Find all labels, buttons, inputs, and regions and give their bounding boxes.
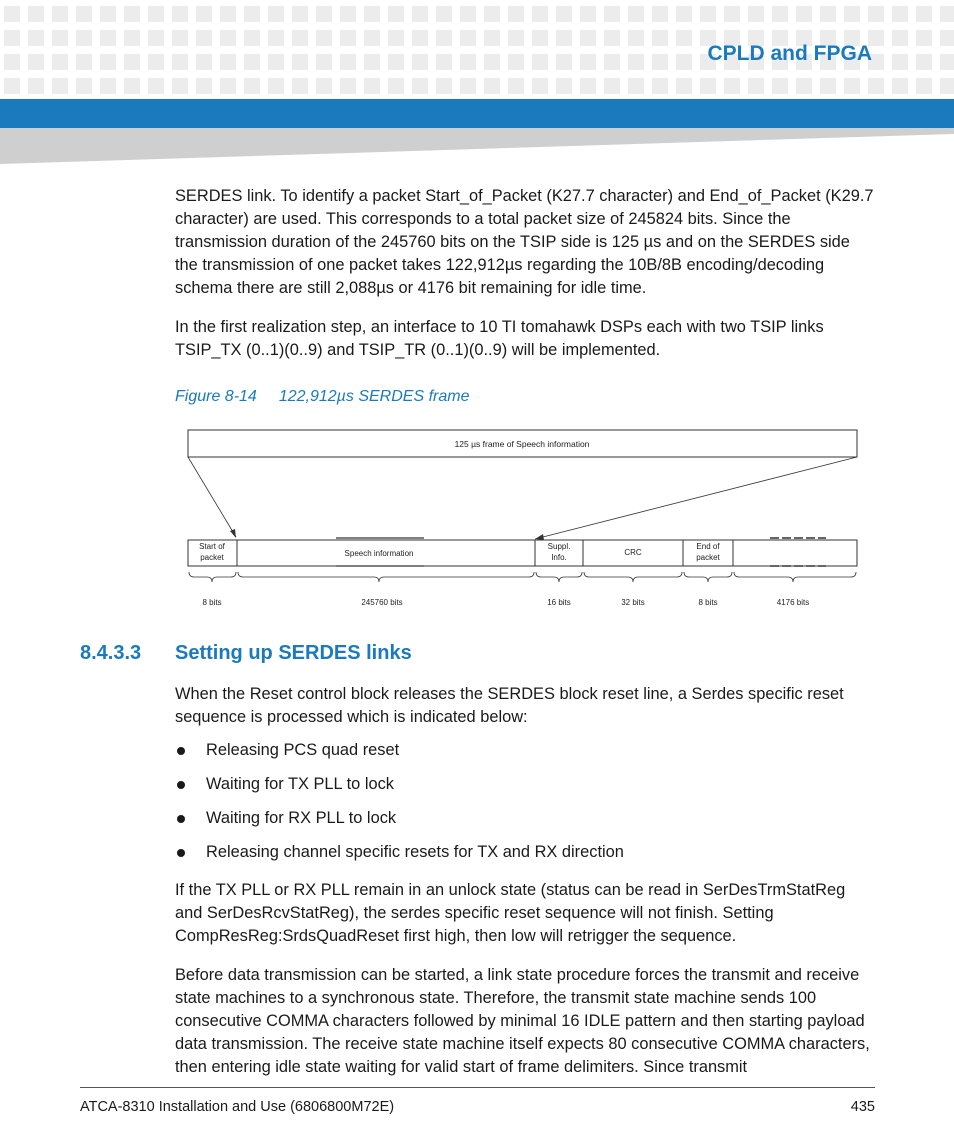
grid-square bbox=[676, 6, 692, 22]
grid-square bbox=[868, 78, 884, 94]
grid-square bbox=[940, 54, 954, 70]
grid-square bbox=[460, 78, 476, 94]
grid-square bbox=[892, 30, 908, 46]
figure-number: Figure 8-14 bbox=[175, 388, 257, 405]
grid-square bbox=[172, 78, 188, 94]
grid-square bbox=[148, 78, 164, 94]
grid-square bbox=[388, 6, 404, 22]
bits-suppl: 16 bits bbox=[547, 598, 571, 607]
grid-square bbox=[388, 30, 404, 46]
grid-square bbox=[28, 6, 44, 22]
grid-square bbox=[460, 6, 476, 22]
grid-square bbox=[628, 30, 644, 46]
field-crc: CRC bbox=[624, 548, 642, 557]
grid-square bbox=[244, 30, 260, 46]
grid-square bbox=[892, 54, 908, 70]
grid-square bbox=[412, 30, 428, 46]
reset-sequence-list bbox=[175, 739, 624, 875]
grid-square bbox=[244, 54, 260, 70]
footer-rule bbox=[80, 1087, 875, 1088]
grid-square bbox=[604, 30, 620, 46]
grid-square bbox=[388, 54, 404, 70]
grid-square bbox=[196, 6, 212, 22]
bits-end: 8 bits bbox=[698, 598, 718, 607]
grid-square bbox=[484, 30, 500, 46]
grid-square bbox=[4, 6, 20, 22]
grid-square bbox=[436, 30, 452, 46]
grid-square bbox=[604, 6, 620, 22]
grid-square bbox=[124, 6, 140, 22]
grid-square bbox=[124, 78, 140, 94]
grid-square bbox=[892, 78, 908, 94]
grid-square bbox=[388, 78, 404, 94]
section-heading bbox=[80, 642, 412, 665]
grid-square bbox=[628, 78, 644, 94]
grid-square bbox=[196, 30, 212, 46]
grid-square bbox=[772, 6, 788, 22]
grid-square bbox=[292, 30, 308, 46]
grid-square bbox=[4, 54, 20, 70]
grid-square bbox=[148, 6, 164, 22]
grid-square bbox=[100, 78, 116, 94]
grid-square bbox=[412, 54, 428, 70]
grid-square bbox=[100, 6, 116, 22]
grid-square bbox=[556, 6, 572, 22]
grid-square bbox=[340, 78, 356, 94]
grid-square bbox=[508, 78, 524, 94]
grid-square bbox=[124, 30, 140, 46]
grid-square bbox=[52, 30, 68, 46]
grid-square bbox=[580, 54, 596, 70]
list-item: Releasing PCS quad reset bbox=[175, 739, 624, 773]
grid-square bbox=[724, 78, 740, 94]
paragraph-realization-step: In the first realization step, an interface to 10 TI tomahawk DSPs each with two TSIP links TSIP_TX (0..1)(0..9) and TSIP_TR (0..1)(0..9) will be implemented. bbox=[175, 318, 824, 359]
grid-square bbox=[172, 30, 188, 46]
arrow-head-left bbox=[230, 529, 236, 538]
running-header-title: CPLD and FPGA bbox=[707, 42, 872, 65]
grid-square bbox=[316, 6, 332, 22]
grid-square bbox=[316, 30, 332, 46]
grid-square bbox=[508, 54, 524, 70]
grid-square bbox=[532, 6, 548, 22]
grid-square bbox=[532, 78, 548, 94]
bullet-icon bbox=[177, 747, 185, 755]
figure-caption bbox=[175, 388, 469, 406]
arrow-head-right bbox=[535, 534, 544, 540]
serdes-frame-diagram bbox=[180, 425, 870, 615]
grid-square bbox=[28, 54, 44, 70]
brace-end bbox=[684, 572, 732, 582]
grid-square bbox=[364, 54, 380, 70]
grid-square bbox=[700, 78, 716, 94]
field-end-of-packet-line2: packet bbox=[696, 553, 720, 562]
grid-square bbox=[796, 6, 812, 22]
grid-square bbox=[916, 6, 932, 22]
grid-square bbox=[316, 54, 332, 70]
field-start-of-packet-line1: Start of bbox=[199, 542, 225, 551]
grid-square bbox=[220, 30, 236, 46]
grid-square bbox=[820, 6, 836, 22]
grid-square bbox=[28, 78, 44, 94]
grid-square bbox=[340, 6, 356, 22]
grid-square bbox=[460, 30, 476, 46]
grid-square bbox=[76, 54, 92, 70]
grid-square bbox=[436, 6, 452, 22]
grid-square bbox=[4, 78, 20, 94]
field-speech-information: Speech information bbox=[344, 549, 414, 558]
grid-square bbox=[220, 54, 236, 70]
bits-idle: 4176 bits bbox=[776, 598, 810, 607]
brace-start bbox=[189, 572, 236, 582]
grid-square bbox=[628, 6, 644, 22]
grid-square bbox=[700, 6, 716, 22]
section-number: 8.4.3.3 bbox=[80, 642, 142, 664]
brace-idle bbox=[734, 572, 856, 582]
grid-square bbox=[220, 6, 236, 22]
paragraph-link-state: Before data transmission can be started, a link state procedure forces the transmit and receive state machines to a synchronous state. Therefore, the transmit state machine sends 100 consecutive COMMA characters followed by minimal 16 IDLE pattern and then starting payload data transmission. The receive state machine itself expects 80 consecutive COMMA characters, then entering idle state waiting for valid start of frame delimiters. Since transmit bbox=[175, 966, 870, 1076]
grid-square bbox=[316, 78, 332, 94]
grid-square bbox=[52, 78, 68, 94]
grid-square bbox=[364, 78, 380, 94]
grid-square bbox=[364, 30, 380, 46]
grid-square bbox=[940, 78, 954, 94]
grid-square bbox=[580, 6, 596, 22]
grid-square bbox=[556, 78, 572, 94]
grid-square bbox=[268, 78, 284, 94]
field-suppl-info-line2: Info. bbox=[551, 553, 567, 562]
grid-square bbox=[532, 54, 548, 70]
list-item: Releasing channel specific resets for TX and RX direction bbox=[175, 841, 624, 875]
grid-square bbox=[364, 6, 380, 22]
grid-square bbox=[892, 6, 908, 22]
bullet-icon bbox=[177, 849, 185, 857]
grid-square bbox=[796, 78, 812, 94]
grid-square bbox=[52, 6, 68, 22]
grid-square bbox=[124, 54, 140, 70]
grid-square bbox=[436, 54, 452, 70]
bullet-icon bbox=[177, 815, 185, 823]
grid-square bbox=[652, 78, 668, 94]
bits-speech: 245760 bits bbox=[361, 598, 403, 607]
grid-square bbox=[196, 54, 212, 70]
grid-square bbox=[268, 54, 284, 70]
grid-square bbox=[484, 54, 500, 70]
grid-square bbox=[676, 78, 692, 94]
grid-square bbox=[580, 30, 596, 46]
grid-square bbox=[172, 6, 188, 22]
grid-square bbox=[436, 78, 452, 94]
paragraph-reset-intro: When the Reset control block releases the SERDES block reset line, a Serdes specific reset sequence is processed which is indicated below: bbox=[175, 685, 844, 726]
grid-square bbox=[220, 78, 236, 94]
field-start-of-packet-line2: packet bbox=[200, 553, 224, 562]
grid-square bbox=[268, 30, 284, 46]
grid-square bbox=[748, 6, 764, 22]
list-item: Waiting for RX PLL to lock bbox=[175, 807, 624, 841]
header-blue-bar bbox=[0, 99, 954, 128]
grid-square bbox=[76, 78, 92, 94]
grid-square bbox=[556, 30, 572, 46]
grid-square bbox=[844, 78, 860, 94]
grid-square bbox=[148, 30, 164, 46]
grid-square bbox=[604, 78, 620, 94]
header-gray-wedge bbox=[0, 128, 954, 164]
grid-square bbox=[724, 6, 740, 22]
paragraph-pll-unlock: If the TX PLL or RX PLL remain in an unlock state (status can be read in SerDesTrmStatReg and SerDesRcvStatReg), the serdes specific reset sequence will not finish. Setting CompResReg:SrdsQuadReset first high, then low will retrigger the sequence. bbox=[175, 881, 846, 945]
grid-square bbox=[508, 6, 524, 22]
grid-square bbox=[148, 54, 164, 70]
field-end-of-packet-line1: End of bbox=[696, 542, 720, 551]
grid-square bbox=[4, 30, 20, 46]
grid-square bbox=[244, 78, 260, 94]
grid-square bbox=[508, 30, 524, 46]
footer-document-title: ATCA-8310 Installation and Use (6806800M72E) bbox=[80, 1099, 395, 1115]
grid-square bbox=[244, 6, 260, 22]
paragraph-serdes-link: SERDES link. To identify a packet Start_of_Packet (K27.7 character) and End_of_Packet (K29.7 character) are used. This corresponds to a total packet size of 245824 bits. Since the transmission duration of the 245760 bits on the TSIP side is 125 µs and on the SERDES side the transmission of one packet takes 122,912µs regarding the 10B/8B encoding/decoding schema there are still 2,088µs or 4176 bit remaining for idle time. bbox=[175, 187, 874, 297]
grid-square bbox=[340, 30, 356, 46]
grid-square bbox=[676, 54, 692, 70]
packet-row-box bbox=[188, 540, 857, 566]
grid-square bbox=[484, 6, 500, 22]
footer-page-number: 435 bbox=[850, 1099, 875, 1115]
grid-square bbox=[868, 6, 884, 22]
grid-square bbox=[100, 54, 116, 70]
brace-suppl bbox=[536, 572, 582, 582]
grid-square bbox=[76, 30, 92, 46]
grid-square bbox=[916, 78, 932, 94]
grid-square bbox=[916, 54, 932, 70]
grid-square bbox=[748, 78, 764, 94]
bits-crc: 32 bits bbox=[621, 598, 645, 607]
grid-square bbox=[652, 6, 668, 22]
grid-square bbox=[652, 30, 668, 46]
grid-square bbox=[412, 6, 428, 22]
grid-square bbox=[292, 54, 308, 70]
list-item: Waiting for TX PLL to lock bbox=[175, 773, 624, 807]
grid-square bbox=[532, 30, 548, 46]
field-suppl-info-line1: Suppl. bbox=[547, 542, 571, 551]
grid-square bbox=[100, 30, 116, 46]
grid-square bbox=[940, 30, 954, 46]
grid-square bbox=[820, 78, 836, 94]
bits-start: 8 bits bbox=[202, 598, 222, 607]
grid-square bbox=[844, 6, 860, 22]
grid-square bbox=[628, 54, 644, 70]
grid-square bbox=[412, 78, 428, 94]
figure-title: 122,912µs SERDES frame bbox=[278, 388, 470, 405]
grid-square bbox=[484, 78, 500, 94]
grid-square bbox=[28, 30, 44, 46]
grid-square bbox=[556, 54, 572, 70]
grid-square bbox=[772, 78, 788, 94]
grid-square bbox=[580, 78, 596, 94]
grid-square bbox=[340, 54, 356, 70]
brace-crc bbox=[584, 572, 682, 582]
speech-frame-label: 125 µs frame of Speech information bbox=[454, 439, 590, 449]
grid-square bbox=[268, 6, 284, 22]
grid-square bbox=[460, 54, 476, 70]
grid-square bbox=[172, 54, 188, 70]
grid-square bbox=[940, 6, 954, 22]
bullet-icon bbox=[177, 781, 185, 789]
brace-speech bbox=[238, 572, 534, 582]
grid-square bbox=[76, 6, 92, 22]
grid-square bbox=[676, 30, 692, 46]
grid-square bbox=[52, 54, 68, 70]
section-title: Setting up SERDES links bbox=[175, 642, 412, 664]
grid-square bbox=[292, 6, 308, 22]
grid-square bbox=[916, 30, 932, 46]
grid-square bbox=[196, 78, 212, 94]
grid-square bbox=[604, 54, 620, 70]
grid-square bbox=[292, 78, 308, 94]
grid-square bbox=[652, 54, 668, 70]
